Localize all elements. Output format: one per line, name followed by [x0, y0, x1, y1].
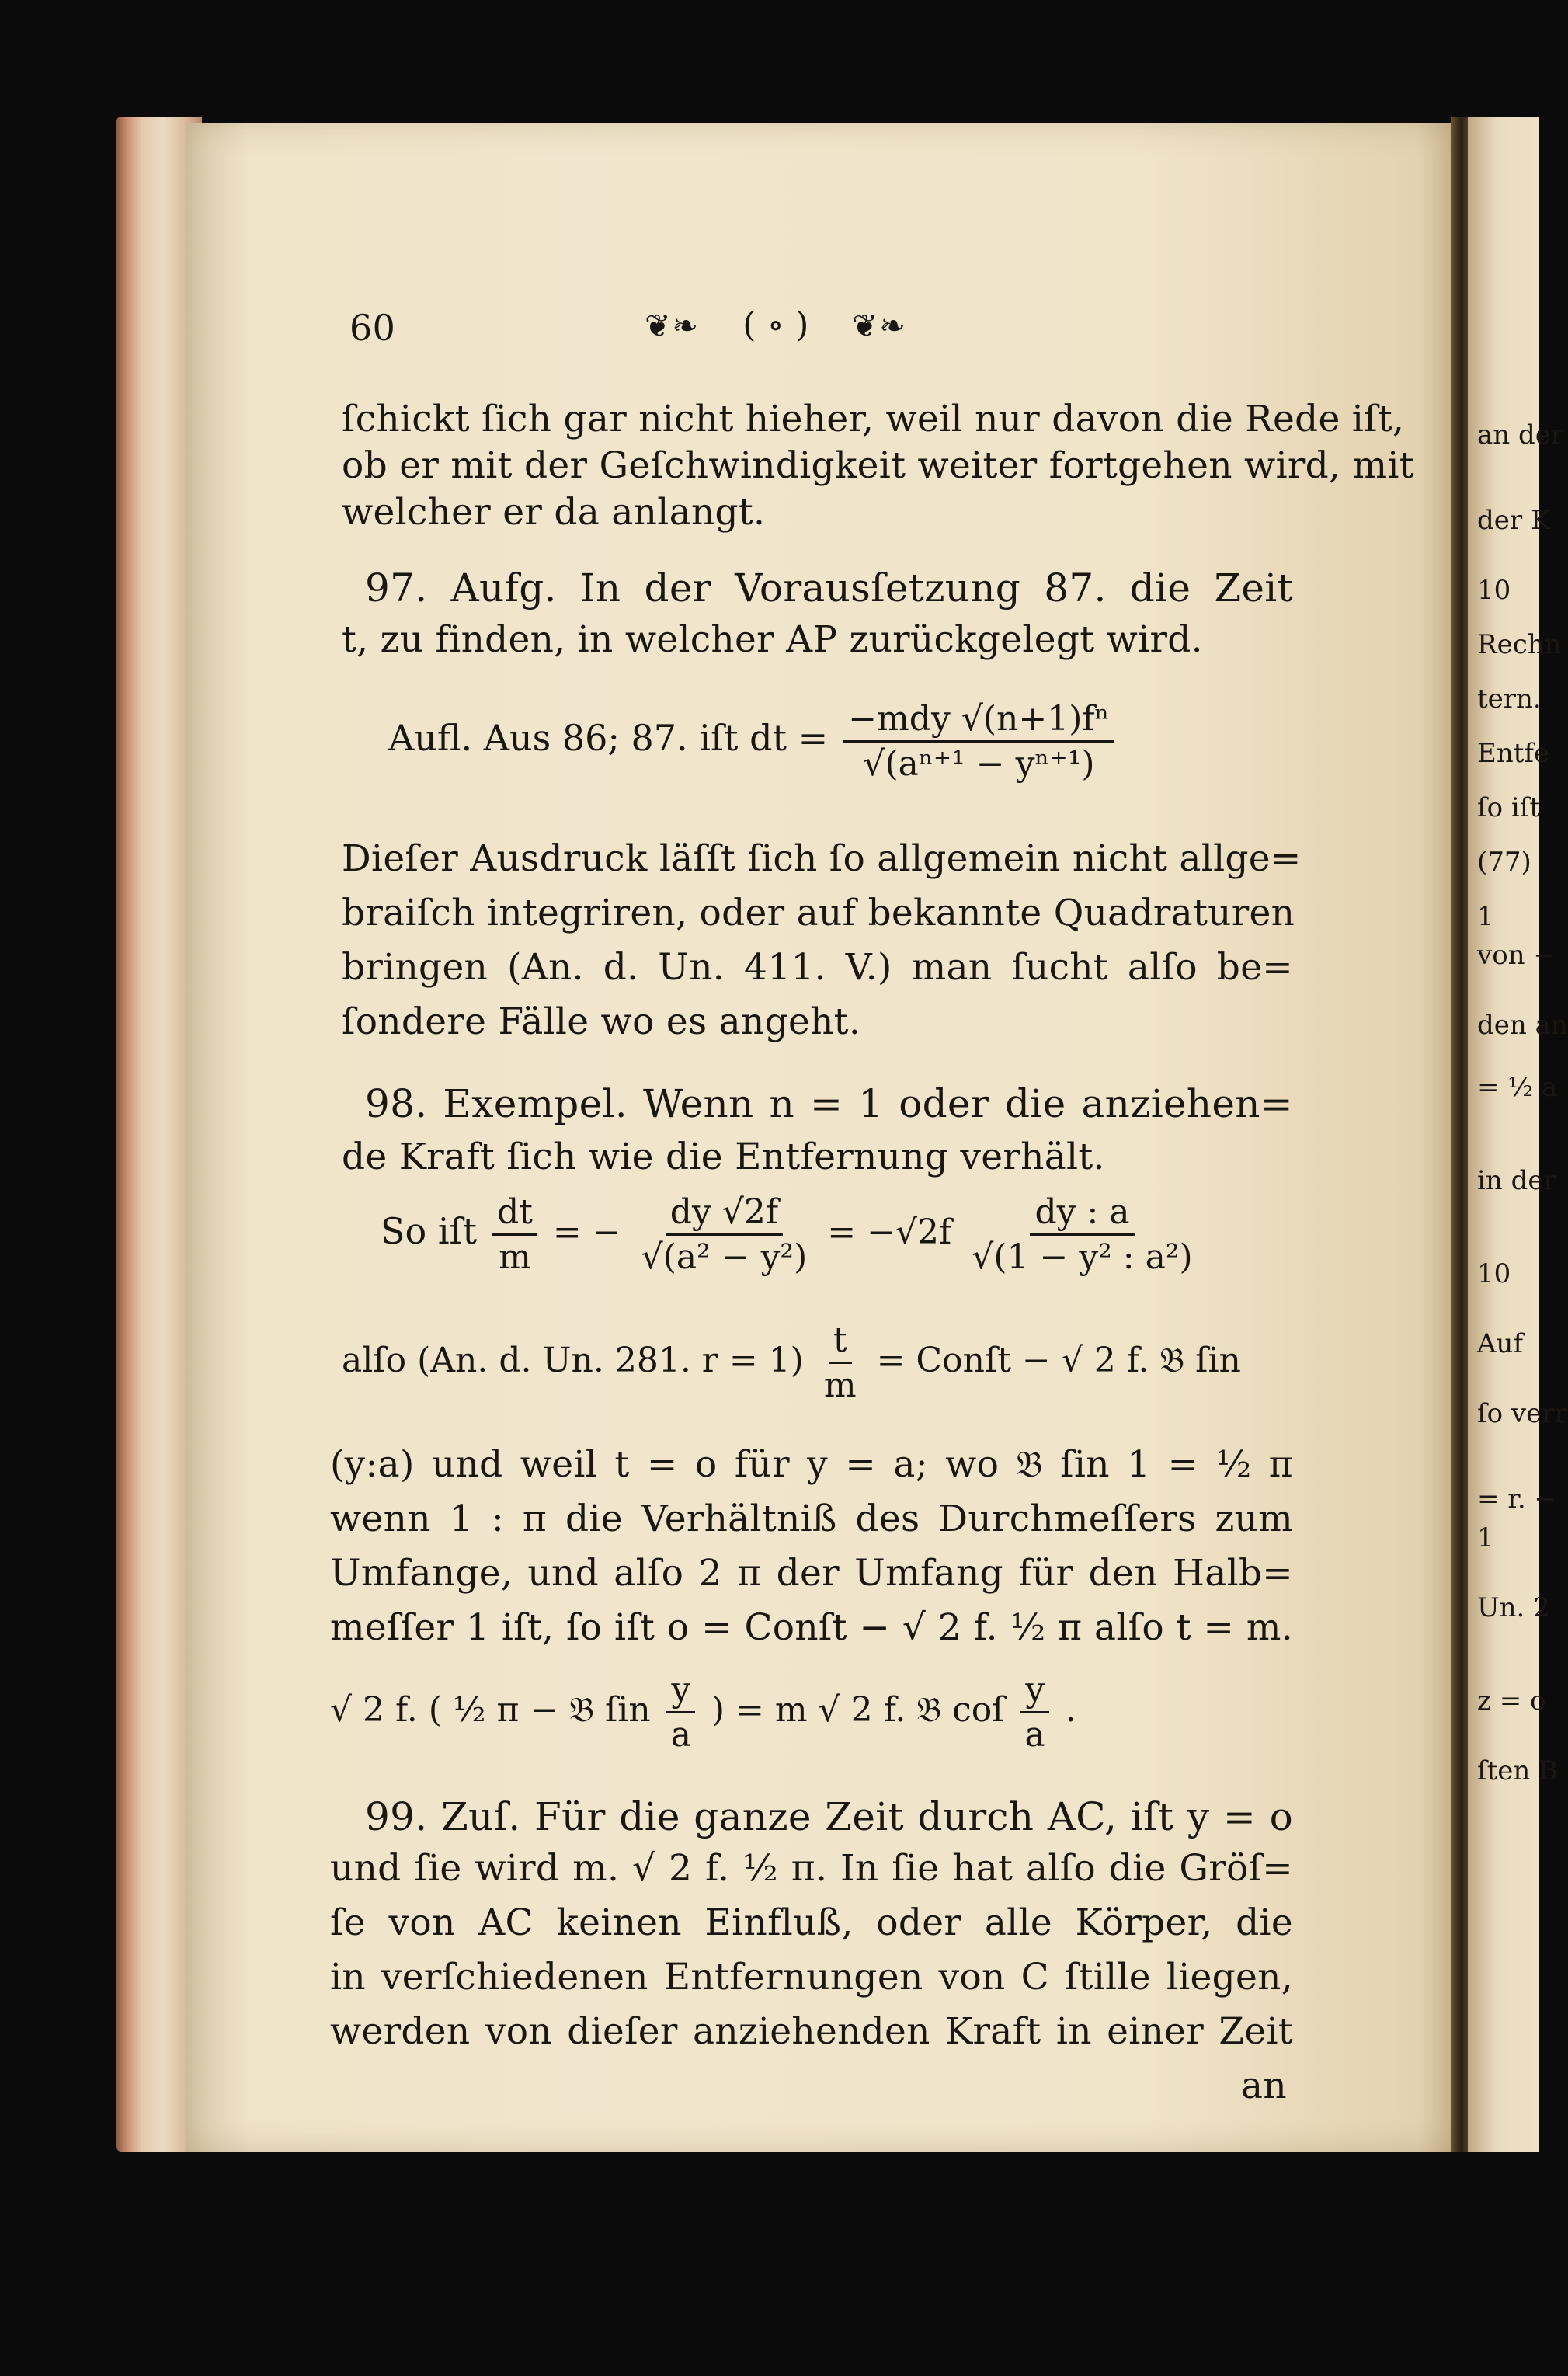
equation-operator: = −	[552, 1212, 621, 1252]
text-line: de Kraft ſich wie die Entfernung verhält.	[342, 1136, 1105, 1178]
fraction-numerator: −mdy √(n+1)fⁿ	[843, 699, 1114, 743]
text-line: in verſchiedenen Entfernungen von C ſtille liegen,	[330, 1956, 1293, 1999]
fraction-numerator: dy √2f	[666, 1192, 783, 1236]
fraction-denominator: √(aⁿ⁺¹ − yⁿ⁺¹)	[863, 744, 1095, 784]
next-page-word: = r. −	[1477, 1484, 1556, 1515]
text-line: werden von dieſer anziehenden Kraft in einer Zeit	[330, 2010, 1293, 2053]
next-page-word: den an	[1477, 1010, 1568, 1041]
ornament-left-icon: ❦❧	[645, 308, 701, 344]
equation-fraction	[819, 1320, 861, 1405]
equation-fraction	[1020, 1670, 1050, 1755]
fraction-numerator: dy : a	[1030, 1192, 1134, 1236]
fraction-denominator: m	[823, 1365, 857, 1405]
text-line: ſchickt ſich gar nicht hieher, weil nur davon die Rede iſt,	[342, 398, 1405, 440]
equation-lead: So iſt	[381, 1210, 478, 1252]
next-page-word: der K	[1477, 505, 1551, 536]
equation-also	[342, 1320, 1241, 1405]
equation-middle: ) = m √ 2 f. 𝔅 coſ	[711, 1690, 1005, 1730]
section-heading: 98. Exempel. Wenn n = 1 oder die anziehen=	[365, 1081, 1293, 1126]
fraction-numerator: dt	[492, 1192, 537, 1236]
ornament-right-icon: ❦❧	[851, 308, 907, 344]
text-line: braiſch integriren, oder auf bekannte Quadraturen	[342, 892, 1295, 934]
equation-fraction	[967, 1192, 1197, 1277]
text-line: (y:a) und weil t = o für y = a; wo 𝔅 ſin 1 = ½ π	[330, 1443, 1293, 1486]
next-page-word: ſo verr	[1477, 1398, 1567, 1429]
next-page-word: von −	[1477, 940, 1556, 971]
text-line: bringen (An. d. Un. 411. V.) man ſucht alſo be=	[342, 946, 1293, 989]
next-page-word: an der	[1477, 419, 1564, 451]
text-line: ſondere Fälle wo es angeht.	[342, 1000, 861, 1043]
next-page-word: Rechn	[1477, 629, 1562, 660]
header-center-mark: ( ∘ )	[742, 305, 809, 345]
next-page-word: z = o	[1477, 1685, 1546, 1717]
text-line: t, zu finden, in welcher AP zurückgelegt wird.	[342, 618, 1203, 661]
section-heading: 97. Aufg. In der Vorausſetzung 87. die Zeit	[365, 565, 1293, 611]
fraction-numerator: t	[829, 1320, 852, 1364]
equation-fraction	[843, 699, 1114, 784]
fraction-denominator: a	[1024, 1715, 1045, 1755]
section-heading: 99. Zuſ. Für die ganze Zeit durch AC, iſt y = o	[365, 1794, 1293, 1839]
text-line: meſſer 1 iſt, ſo iſt o = Conſt − √ 2 f. ½ π alſo t = m.	[330, 1606, 1293, 1649]
fraction-numerator: y	[1020, 1670, 1049, 1713]
book-gutter	[1451, 117, 1468, 2152]
running-header	[645, 303, 907, 346]
text-line: ob er mit der Geſchwindigkeit weiter fortgehen wird, mit	[342, 444, 1414, 487]
equation-end: .	[1065, 1690, 1076, 1730]
next-page-word: tern.	[1477, 684, 1542, 715]
next-page-fragment	[1468, 117, 1568, 2152]
next-page-word: ſten B	[1477, 1755, 1559, 1786]
fraction-denominator: √(1 − y² : a²)	[972, 1237, 1193, 1277]
next-page-word: 1	[1477, 1522, 1494, 1553]
equation-lead: √ 2 f. ( ½ π − 𝔅 ſin	[330, 1690, 651, 1730]
equation-lead: alſo (An. d. Un. 281. r = 1)	[342, 1341, 804, 1380]
fraction-denominator: a	[670, 1715, 691, 1755]
next-page-word: = ½ a	[1477, 1072, 1558, 1103]
next-page-word: 1	[1477, 901, 1494, 932]
next-page-word: ſo iſt	[1477, 792, 1540, 823]
text-line: welcher er da anlangt.	[342, 491, 766, 534]
equation-fraction	[492, 1192, 537, 1277]
next-page-word: Entfe	[1477, 738, 1550, 769]
text-line: Dieſer Ausdruck läſſt ſich ſo allgemein nicht allge=	[342, 837, 1302, 880]
equation-lead: Aufl. Aus 86; 87. iſt dt =	[388, 717, 829, 759]
next-page-word: Auf	[1477, 1328, 1524, 1359]
text-line: und ſie wird m. √ 2 f. ½ π. In ſie hat alſo die Gröſ=	[330, 1847, 1293, 1890]
page-number: 60	[349, 307, 396, 349]
fraction-denominator: √(a² − y²)	[641, 1237, 808, 1277]
equation-fraction	[637, 1192, 812, 1277]
next-page-word: (77)	[1477, 847, 1531, 878]
text-line: wenn 1 : π die Verhältniß des Durchmeſſers zum	[330, 1498, 1293, 1540]
equation-so-ist	[381, 1192, 1202, 1277]
text-line: ſe von AC keinen Einfluß, oder alle Körper, die	[330, 1901, 1293, 1944]
catchword: an	[1241, 2065, 1287, 2107]
next-page-word: Un. 2	[1477, 1592, 1550, 1623]
equation-dt	[388, 699, 1119, 784]
equation-operator: = −√2f	[827, 1212, 952, 1252]
next-page-word: 10	[1477, 1258, 1511, 1289]
fraction-denominator: m	[499, 1237, 531, 1277]
equation-fraction	[666, 1670, 696, 1755]
next-page-word: in der	[1477, 1165, 1556, 1196]
equation-tail: = Conſt − √ 2 f. 𝔅 ſin	[876, 1341, 1241, 1380]
fraction-numerator: y	[666, 1670, 695, 1713]
text-line: Umfange, und alſo 2 π der Umfang für den Halb=	[330, 1552, 1293, 1595]
next-page-word: 10	[1477, 575, 1511, 606]
equation-result	[330, 1670, 1076, 1755]
